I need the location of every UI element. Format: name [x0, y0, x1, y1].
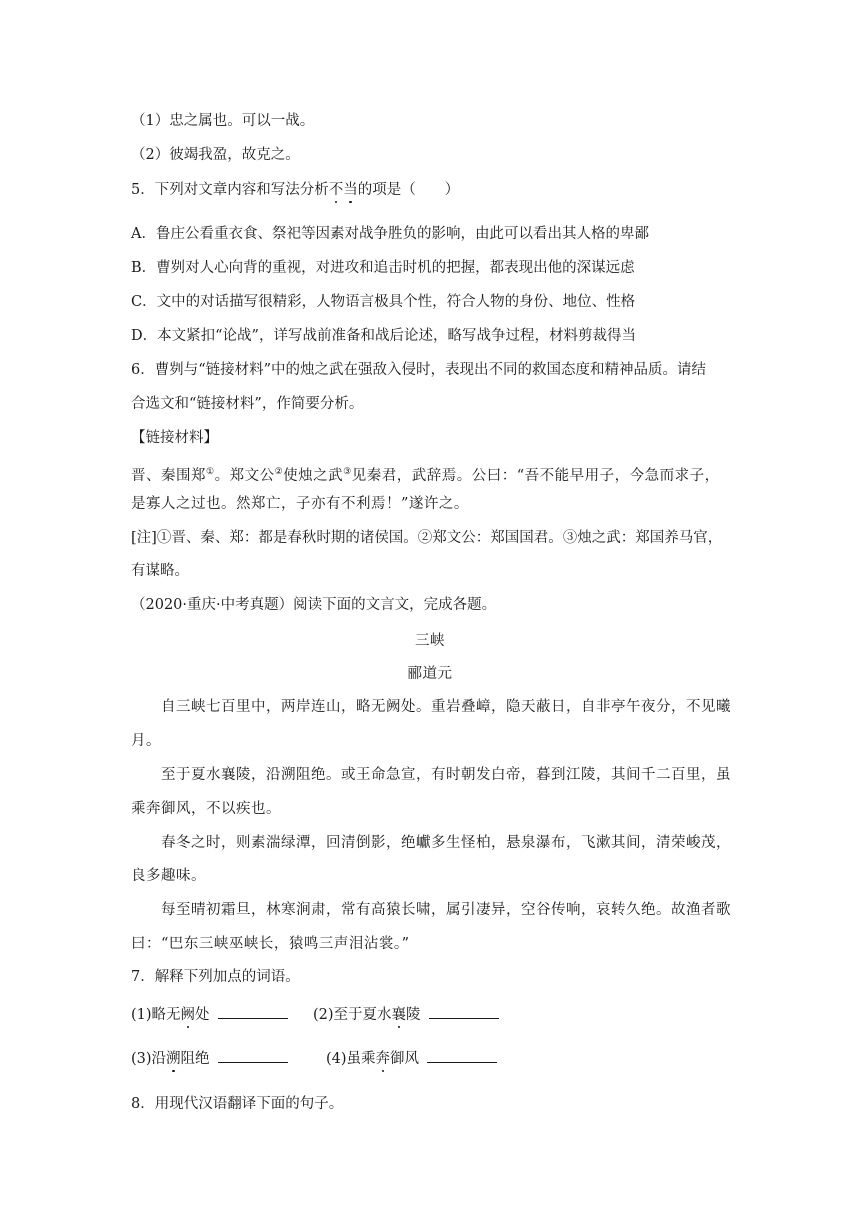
q7-item-4-blank[interactable] — [427, 1048, 497, 1063]
q7-item-3-text-b: 阻绝 — [180, 1051, 210, 1067]
q7-item-4-emphasis: 奔 — [375, 1051, 391, 1067]
q5-option-d: D．本文紧扣“论战”，详写战前准备和战后论述，略写战争过程，材料剪裁得当 — [131, 328, 636, 344]
note-line-1: [注]①晋、秦、郑：都是春秋时期的诸侯国。②郑文公：郑国国君。③烛之武：郑国养马官， — [131, 530, 723, 546]
para-4-line-2: 曰：“巴东三峡巫峡长，猿鸣三声泪沾裳。” — [131, 936, 410, 952]
para-4-line-1: 每至晴初霜旦，林寒涧肃，常有高猿长啸，属引凄异，空谷传响，哀转久绝。故渔者歌 — [161, 902, 731, 918]
link-text-1b: 。郑文公 — [214, 467, 275, 484]
question-5-stem — [131, 180, 459, 200]
q7-item-1-emphasis: 阙 — [180, 1007, 196, 1023]
q5-emphasis-1: 不 — [328, 182, 344, 198]
para-1-line-2: 月。 — [131, 733, 161, 749]
q7-item-4-text-b: 御风 — [390, 1051, 420, 1067]
q7-item-2-blank[interactable] — [429, 1004, 499, 1019]
q5-option-c: C．文中的对话描写很精彩，人物语言极具个性，符合人物的身份、地位、性格 — [131, 294, 636, 310]
para-3-line-2: 良多趣味。 — [131, 868, 206, 884]
q5-option-a: A．鲁庄公看重衣食、祭祀等因素对战争胜负的影响，由此可以看出其人格的卑鄙 — [131, 226, 649, 242]
link-text-1c: 使烛之武 — [283, 467, 344, 484]
q7-item-2-text-b: 陵 — [406, 1007, 421, 1023]
link-text-1a: 晋、秦围郑 — [131, 467, 206, 484]
footnote-mark-1: ① — [206, 467, 215, 477]
question-6-line-1: 6．曹刿与“链接材料”中的烛之武在强敌入侵时，表现出不同的救国态度和精神品质。请结 — [131, 362, 707, 378]
footnote-mark-2: ② — [274, 467, 284, 477]
q7-item-4-text-a: (4)虽乘 — [326, 1051, 376, 1067]
link-material-title: 【链接材料】 — [131, 430, 218, 446]
para-2-line-1: 至于夏水襄陵，沿溯阻绝。或王命急宣，有时朝发白帝，暮到江陵，其间千二百里，虽 — [161, 767, 731, 783]
para-3-line-1: 春冬之时，则素湍绿潭，回清倒影，绝巘多生怪柏，悬泉瀑布，飞漱其间，清荣峻茂， — [161, 835, 731, 851]
q7-item-3-text-a: (3)沿 — [131, 1051, 167, 1067]
question-6-line-2: 合选文和“链接材料”，作简要分析。 — [131, 396, 364, 412]
q7-item-1-blank[interactable] — [218, 1004, 288, 1019]
q7-item-3 — [131, 1048, 288, 1069]
text-author: 郦道元 — [407, 666, 453, 682]
link-material-line-1 — [131, 462, 720, 486]
q7-item-1-text-a: (1)略无 — [131, 1007, 181, 1023]
link-material-line-2: 是寡人之过也。然郑亡，子亦有不利焉！”遂许之。 — [131, 496, 469, 512]
q5-text-a: 5．下列对文章内容和写法分析 — [131, 182, 329, 198]
q7-item-1 — [131, 1004, 288, 1025]
source-line: （2020·重庆·中考真题）阅读下面的文言文，完成各题。 — [131, 597, 497, 613]
q7-item-4 — [326, 1048, 497, 1069]
para-1-line-1: 自三峡七百里中，两岸连山，略无阙处。重岩叠嶂，隐天蔽日，自非亭午夜分，不见曦 — [161, 699, 731, 715]
q7-item-3-emphasis: 溯 — [166, 1051, 181, 1067]
q5-option-b: B．曹刿对人心向背的重视，对进攻和追击时机的把握，都表现出他的深谋远虑 — [131, 260, 635, 276]
question-8-stem: 8．用现代汉语翻译下面的句子。 — [131, 1096, 344, 1112]
para-2-line-2: 乘奔御风，不以疾也。 — [131, 801, 281, 817]
link-text-1d: 见秦君，武辞焉。公曰：“吾不能早用子，今急而求子， — [351, 467, 720, 484]
question-7-stem: 7．解释下列加点的词语。 — [131, 969, 300, 985]
answer-line-2: （2）彼竭我盈，故克之。 — [131, 147, 300, 163]
q5-text-b: 的项是（ ） — [357, 182, 460, 198]
footnote-mark-3: ③ — [343, 467, 352, 477]
q7-item-3-blank[interactable] — [218, 1048, 288, 1063]
q7-item-1-text-b: 处 — [195, 1007, 210, 1023]
q7-item-2 — [313, 1004, 499, 1025]
text-title: 三峡 — [415, 633, 445, 649]
q7-item-2-emphasis: 襄 — [391, 1007, 407, 1023]
q7-item-2-text-a: (2)至于夏水 — [313, 1007, 392, 1023]
q5-emphasis-2: 当 — [343, 182, 358, 198]
answer-line-1: （1）忠之属也。可以一战。 — [131, 113, 315, 129]
note-line-2: 有谋略。 — [131, 563, 189, 579]
